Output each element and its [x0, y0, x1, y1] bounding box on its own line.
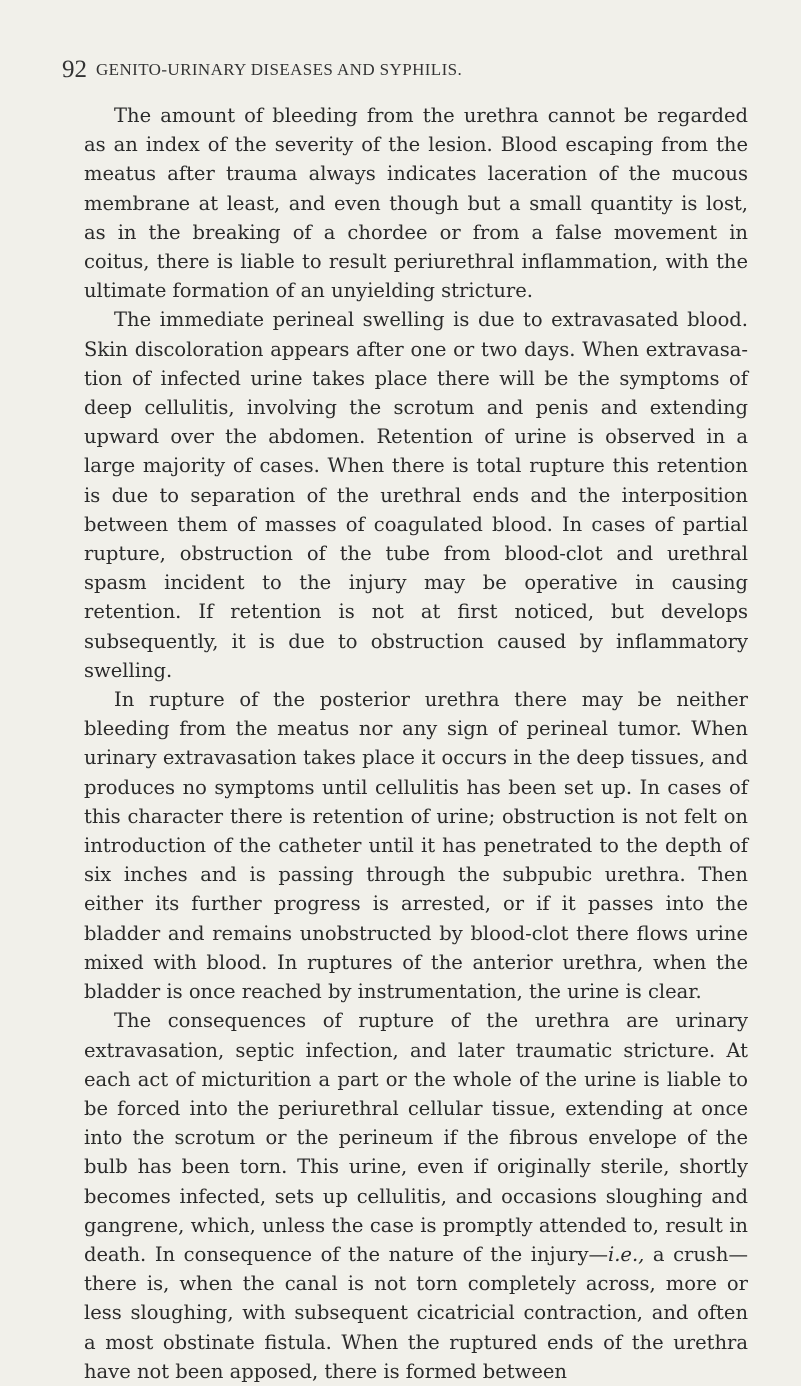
running-head — [62, 56, 742, 84]
paragraph-bleeding: The amount of bleeding from the urethra cannot be regarded as an index of the severity of the lesion. Blood escaping from the meatus after trauma always indicates laceration of the mucous membrane at least, and even though but a small quantity is lost, as in the breaking of a chordee or from a false movement in coitus, there is liable to result periurethral inflammation, with the ultimate formation of an unyielding stricture. — [84, 104, 748, 303]
body-text — [84, 101, 748, 1386]
page-number: 92 — [62, 56, 87, 83]
paragraph-consequences-start: The consequences of rupture of the urethra are urinary extravasation, septic infection, and later traumatic stricture. At each act of micturition a part or the whole of the urine is liable to be forced into the periurethral cellular tissue, extending at once into the scrotum or the perineum if the fibrous envelope of the bulb has been torn. This urine, even if originally sterile, shortly becomes infected, sets up cellulitis, and occasions sloughing and gangrene, which, unless the case is promptly attended to, result in death. In consequence of the nature of the injury— — [84, 1009, 748, 1266]
italic-ie: i.e., — [607, 1242, 645, 1266]
running-title: GENITO-URINARY DISEASES AND SYPHILIS. — [96, 60, 463, 79]
paragraph-consequences-end: a crush—there is, when the canal is not torn completely across, more or less sloughing, with subsequent cicatricial contraction, and often a most obstinate fistula. When the ruptured ends of the urethra have not been apposed, there is formed between — [84, 1242, 748, 1383]
paragraph-consequences — [84, 1006, 748, 1386]
paragraph-posterior-urethra: In rupture of the posterior urethra there may be neither bleeding from the meatus nor any sign of perineal tumor. When urinary extravasation takes place it occurs in the deep tissues, and produces no symptoms until cellulitis has been set up. In cases of this character there is retention of urine; obstruction is not felt on introduction of the catheter until it has penetrated to the depth of six inches and is passing through the subpubic urethra. Then either its further progress is arrested, or if it passes into the bladder and remains unobstructed by blood-clot there flows urine mixed with blood. In ruptures of the anterior urethra, when the bladder is once reached by instrumentation, the urine is clear. — [84, 688, 748, 1004]
paragraph-perineal-swelling: The immediate perineal swelling is due to extravasated blood. Skin discoloration appears after one or two days. When extravasation of infected urine takes place there will be the symptoms of deep cellulitis, involving the scrotum and penis and extending upward over the abdomen. Retention of urine is observed in a large majority of cases. When there is total rupture this retention is due to separation of the urethral ends and the interposition between them of masses of coagulated blood. In cases of partial rupture, obstruction of the tube from blood-clot and urethral spasm incident to the injury may be operative in causing retention. If retention is not at first noticed, but develops subsequently, it is due to obstruction caused by inflammatory swelling. — [84, 308, 748, 682]
